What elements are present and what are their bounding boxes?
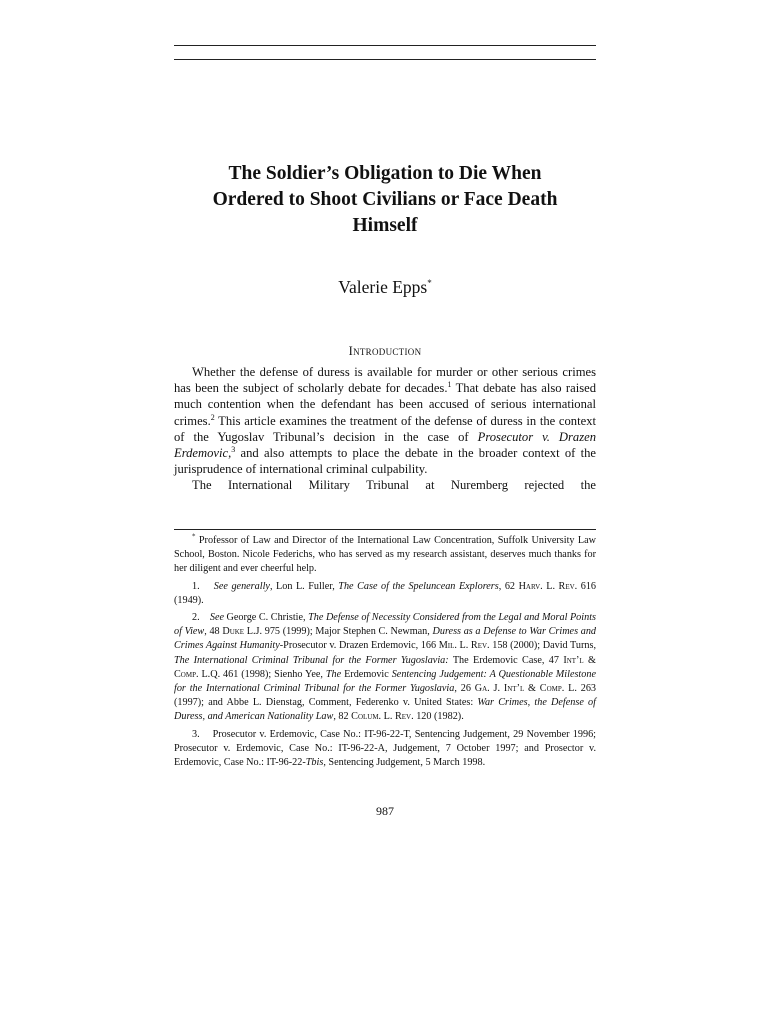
article-title xyxy=(174,161,596,239)
footnote-number: 1. xyxy=(192,580,200,592)
footnote-ref-1: 1 xyxy=(447,380,452,390)
body-text-run: This article examines the treatment of the defense of duress in the context of the Yugoslav Tribunal’s decision in the case of xyxy=(174,413,596,444)
footnote-text: The Erdemovic Case, 47 xyxy=(448,654,564,666)
footnote-text: 120 (1982). xyxy=(413,711,464,723)
footnotes xyxy=(174,534,596,773)
body-text-run: , xyxy=(228,446,232,461)
footnote-text: 975 (1999); Major Stephen C. Newman, xyxy=(262,626,433,638)
journal-name: Harv. L. Rev. xyxy=(518,580,578,592)
footnote-ref-3: 3 xyxy=(231,444,236,454)
footnote-1 xyxy=(174,580,596,608)
cited-title: The Defense of Necessity Considered from the Legal and Moral Points of View xyxy=(174,612,596,638)
footnote-text: , 26 xyxy=(454,683,475,695)
author-name-text: Valerie Epps xyxy=(338,277,428,297)
footnote-number: 3. xyxy=(192,728,200,740)
journal-name: Mil. L. Rev. xyxy=(438,640,490,652)
cited-title: The xyxy=(325,668,342,680)
footnote-text: 616 (1949). xyxy=(174,580,597,606)
author-name xyxy=(174,277,596,298)
footnote-text: Professor of Law and Director of the International Law Concentration, Suffolk University Law School, Boston. Nicole Federichs, who has served as my research assistant, deserves much thanks for her diligent and ever cheerful help. xyxy=(174,535,596,575)
body-paragraph-2: The International Military Tribunal at Nuremberg rejected the xyxy=(192,478,596,493)
footnote-text: Prosecutor v. Erdemovic, Case No.: IT-96-22-T, Sentencing Judgement, 29 November 1996; Prosecutor v. Erdemovic, Case No.: IT-96-22-A, Judgement, 7 October 1997; and Prosector v. Erdemovic, Case No.: IT-96-22- xyxy=(174,728,597,769)
footnote-text: , Lon L. Fuller, xyxy=(269,580,339,592)
signal: See generally xyxy=(213,580,270,592)
signal: See xyxy=(209,612,224,624)
journal-name: Colum. L. Rev. xyxy=(351,711,414,723)
title-line-2: Ordered to Shoot Civilians or Face Death xyxy=(212,189,558,210)
footnote-separator xyxy=(174,529,596,530)
header-rule-bottom xyxy=(174,59,596,60)
footnote-author xyxy=(174,534,596,577)
author-footnote-mark: * xyxy=(427,278,432,289)
body-paragraph-1 xyxy=(174,364,596,477)
section-heading: Introduction xyxy=(348,344,422,358)
footnote-ref-2: 2 xyxy=(210,412,215,422)
cited-title: The International Criminal Tribunal for the Former Yugoslavia: xyxy=(174,654,449,666)
footnote-text: , 82 xyxy=(333,711,352,723)
cited-title: The Case of the Speluncean Explorers xyxy=(338,580,499,592)
footnote-text: 461 (1998); Sienho Yee, xyxy=(220,668,326,680)
footnote-text: 263 (1997); and Abbe L. Dienstag, Comment, Federenko v. United States: xyxy=(174,683,597,709)
footnote-text: , Sentencing Judgement, 5 March 1998. xyxy=(323,757,486,769)
footnote-text: -Prosecutor v. Drazen Erdemovic, 166 xyxy=(279,640,439,652)
case-name: Prosecutor v. Drazen Erdemovic xyxy=(174,429,596,461)
footnote-2 xyxy=(174,611,596,725)
footnote-text: Erdemovic xyxy=(341,668,392,680)
footnote-star-mark: * xyxy=(192,532,196,541)
cited-title: Sentencing Judgement: A Questionable Milestone for the International Criminal Tribunal for the Former Yugoslavia xyxy=(174,668,596,695)
body-text-run: Whether the defense of duress is available for murder or other serious crimes has been the subject of scholarly debate for decades. xyxy=(174,365,596,396)
title-line-3: Himself xyxy=(352,215,418,236)
body-text-run: That debate has also raised much contention when the defendant has been accused of serious international crimes. xyxy=(174,381,596,428)
footnote-text: , 48 xyxy=(204,626,223,638)
journal-name: Ga. J. Int’l & Comp. L. xyxy=(474,683,577,695)
footnote-3 xyxy=(174,728,596,771)
title-line-1: The Soldier’s Obligation to Die When xyxy=(228,163,542,184)
footnote-text: , 62 xyxy=(498,580,519,592)
journal-name: Duke L.J. xyxy=(222,626,263,638)
case-suffix: Tbis xyxy=(305,757,324,769)
footnote-number: 2. xyxy=(192,612,200,624)
page-number: 987 xyxy=(376,804,394,818)
body-text-run: and also attempts to place the debate in the broader context of the jurisprudence of international criminal culpability. xyxy=(174,446,596,477)
footnote-text: 158 (2000); David Turns, xyxy=(489,640,596,652)
cited-title: War Crimes, the Defense of Duress, and American Nationality Law xyxy=(174,697,596,723)
article-body xyxy=(174,364,596,494)
cited-title: Duress as a Defense to War Crimes and Crimes Against Humanity xyxy=(174,626,597,652)
journal-name: Int’l & Comp. L.Q. xyxy=(174,654,596,680)
footnote-text: George C. Christie, xyxy=(223,612,309,624)
header-rule-top xyxy=(174,45,596,46)
